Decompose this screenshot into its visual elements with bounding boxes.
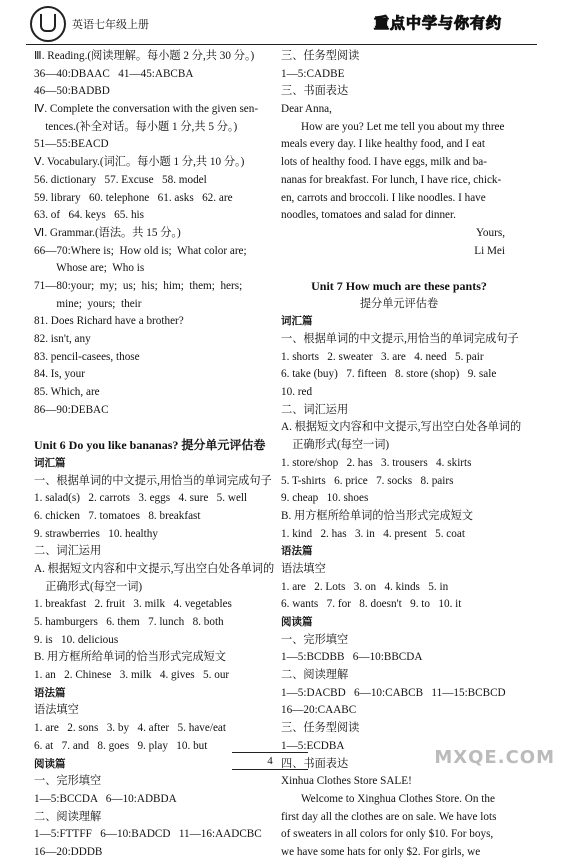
text-line: 9. cheap 10. shoes bbox=[281, 492, 369, 505]
text-line: 6. take (buy) 7. fifteen 8. store (shop) 9. sale bbox=[281, 368, 497, 381]
text-line: 46—50:BADBD bbox=[34, 85, 110, 98]
text-line: 二、阅读理解 bbox=[34, 810, 102, 823]
text-line: 三、书面表达 bbox=[281, 85, 349, 98]
text-line: 1. are 2. Lots 3. on 4. kinds 5. in bbox=[281, 580, 449, 593]
text-line: of sweaters in all colors for only $10. For boys, bbox=[281, 828, 494, 841]
text-line: Unit 6 Do you like bananas? 提分单元评估卷 bbox=[34, 438, 266, 453]
text-line: 1—5:DACBD 6—10:CABCB 11—15:BCBCD bbox=[281, 686, 506, 699]
text-line: 一、根据单词的中文提示,用恰当的单词完成句子 bbox=[281, 333, 519, 345]
text-line: 一、根据单词的中文提示,用恰当的单词完成句子 bbox=[34, 474, 272, 487]
text-line: 阅读篇 bbox=[34, 757, 66, 770]
text-line: Ⅴ. Vocabulary.(词汇。每小题 1 分,共 10 分。) bbox=[34, 156, 245, 169]
text-line: 51—55:BEACD bbox=[34, 138, 109, 151]
text-line: 语法填空 bbox=[34, 704, 79, 717]
text-line: 84. Is, your bbox=[34, 368, 85, 381]
text-line: 83. pencil-casees, those bbox=[34, 350, 140, 363]
text-line: 二、词汇运用 bbox=[281, 403, 349, 416]
text-line: 85. Which, are bbox=[34, 386, 100, 399]
text-line: 36—40:DBAAC 41—45:ABCBA bbox=[34, 67, 194, 80]
text-line: 6. chicken 7. tomatoes 8. breakfast bbox=[34, 509, 201, 522]
text-line: 1. salad(s) 2. carrots 3. eggs 4. sure 5. well bbox=[34, 492, 248, 505]
text-line: 1—5:FTTFF 6—10:BADCD 11—16:AADCBC bbox=[34, 828, 262, 841]
text-line: 82. isn't, any bbox=[34, 333, 91, 345]
text-line: 正确形式(每空一词) bbox=[34, 580, 143, 593]
text-line: mine; yours; their bbox=[34, 297, 142, 310]
text-line: 1. are 2. sons 3. by 4. after 5. have/eat bbox=[34, 722, 226, 735]
logo-icon bbox=[30, 6, 66, 42]
text-line: B. 用方框所给单词的恰当形式完成短文 bbox=[281, 509, 474, 522]
text-line: 9. is 10. delicious bbox=[34, 633, 119, 646]
page-header bbox=[0, 0, 563, 44]
text-line: 词汇篇 bbox=[34, 456, 66, 469]
text-line: 一、完形填空 bbox=[281, 633, 349, 646]
text-line: 81. Does Richard have a brother? bbox=[34, 315, 184, 328]
text-line: 66—70:Where is; How old is; What color are; bbox=[34, 244, 247, 257]
text-line: 71—80:your; my; us; his; him; them; hers; bbox=[34, 279, 243, 292]
text-line: 16—20:CAABC bbox=[281, 704, 357, 717]
text-line: 56. dictionary 57. Excuse 58. model bbox=[34, 173, 207, 186]
text-line: 1. an 2. Chinese 3. milk 4. gives 5. our bbox=[34, 669, 230, 682]
book-title: 英语七年级上册 bbox=[72, 18, 149, 31]
text-line: 提分单元评估卷 bbox=[359, 297, 439, 310]
text-line: 1—5:BCDBB 6—10:BBCDA bbox=[281, 651, 423, 664]
text-line: 二、阅读理解 bbox=[281, 669, 349, 682]
text-line: 1—5:ECDBA bbox=[281, 739, 345, 752]
text-line bbox=[34, 419, 274, 437]
text-line: 1. kind 2. has 3. in 4. present 5. coat bbox=[281, 527, 465, 540]
text-line: Yours, bbox=[475, 226, 505, 239]
text-line: 二、词汇运用 bbox=[34, 545, 102, 558]
text-line: 三、任务型阅读 bbox=[281, 722, 360, 735]
text-line: first day all the clothes are on sale. We have lots bbox=[281, 810, 497, 823]
text-line: 正确形式(每空一词) bbox=[281, 439, 390, 452]
text-line: 四、书面表达 bbox=[281, 757, 349, 770]
text-line: 1—5:CADBE bbox=[281, 67, 345, 80]
text-line: Unit 7 How much are these pants? bbox=[311, 278, 487, 293]
text-line: 阅读篇 bbox=[281, 616, 313, 628]
left-column bbox=[34, 48, 274, 862]
text-line: Ⅲ. Reading.(阅读理解。每小题 2 分,共 30 分。) bbox=[34, 50, 255, 62]
text-line: 86—90:DEBAC bbox=[34, 403, 109, 416]
right-column bbox=[281, 48, 522, 862]
text-line: 语法填空 bbox=[281, 562, 326, 575]
text-line: How are you? Let me tell you about my three bbox=[301, 120, 505, 133]
text-line: A. 根据短文内容和中文提示,写出空白处各单词的 bbox=[34, 562, 275, 575]
text-line: meals every day. I like healthy food, and I eat bbox=[281, 138, 485, 151]
text-line: 59. library 60. telephone 61. asks 62. are bbox=[34, 191, 233, 204]
text-line: 63. of 64. keys 65. his bbox=[34, 209, 145, 222]
text-line: noodles, tomatoes and salad for dinner. bbox=[281, 209, 456, 222]
text-line: 1. shorts 2. sweater 3. are 4. need 5. pair bbox=[281, 350, 484, 363]
text-line: Dear Anna, bbox=[281, 103, 332, 116]
text-line: lots of healthy food. I have eggs, milk and ba- bbox=[281, 156, 487, 169]
text-line bbox=[281, 260, 517, 278]
text-line: 5. T-shirts 6. price 7. socks 8. pairs bbox=[281, 474, 454, 487]
text-line: Li Mei bbox=[474, 244, 505, 257]
text-line: 10. red bbox=[281, 386, 313, 399]
text-line: 6. at 7. and 8. goes 9. play 10. but bbox=[34, 739, 208, 752]
text-line: Ⅳ. Complete the conversation with the given sen- bbox=[34, 103, 259, 116]
page-number: 4 bbox=[232, 752, 308, 770]
text-line: 5. hamburgers 6. them 7. lunch 8. both bbox=[34, 616, 224, 628]
watermark: MXQE.COM bbox=[434, 747, 555, 768]
text-line: 1. breakfast 2. fruit 3. milk 4. vegetables bbox=[34, 598, 232, 611]
text-line: 1. store/shop 2. has 3. trousers 4. skirts bbox=[281, 456, 472, 469]
header-rule bbox=[26, 44, 537, 45]
text-line: Whose are; Who is bbox=[34, 262, 145, 275]
text-line: we have some hats for only $2. For girls, we bbox=[281, 845, 481, 858]
text-line: nanas for breakfast. For lunch, I have rice, chick- bbox=[281, 173, 502, 186]
text-line: 6. wants 7. for 8. doesn't 9. to 10. it bbox=[281, 598, 462, 611]
text-line: 语法篇 bbox=[281, 545, 313, 558]
text-line: en, carrots and broccoli. I like noodles. I have bbox=[281, 191, 486, 204]
text-line: Xinhua Clothes Store SALE! bbox=[281, 775, 412, 788]
text-line: 语法篇 bbox=[34, 686, 66, 699]
text-line: tences.(补全对话。每小题 1 分,共 5 分。) bbox=[34, 120, 238, 133]
text-line: 16—20:DDDB bbox=[34, 845, 103, 858]
text-line: 1—5:BCCDA 6—10:ADBDA bbox=[34, 792, 177, 805]
brand-title: 重点中学与你有约 bbox=[374, 14, 503, 32]
text-line: 一、完形填空 bbox=[34, 775, 102, 788]
text-line: Welcome to Xinghua Clothes Store. On the bbox=[301, 792, 495, 805]
text-line: B. 用方框所给单词的恰当形式完成短文 bbox=[34, 651, 227, 664]
text-line: A. 根据短文内容和中文提示,写出空白处各单词的 bbox=[281, 421, 522, 434]
text-line: 三、任务型阅读 bbox=[281, 50, 360, 62]
text-line: Ⅵ. Grammar.(语法。共 15 分。) bbox=[34, 226, 181, 239]
text-line: 词汇篇 bbox=[281, 315, 313, 328]
text-line: 9. strawberries 10. healthy bbox=[34, 527, 158, 540]
